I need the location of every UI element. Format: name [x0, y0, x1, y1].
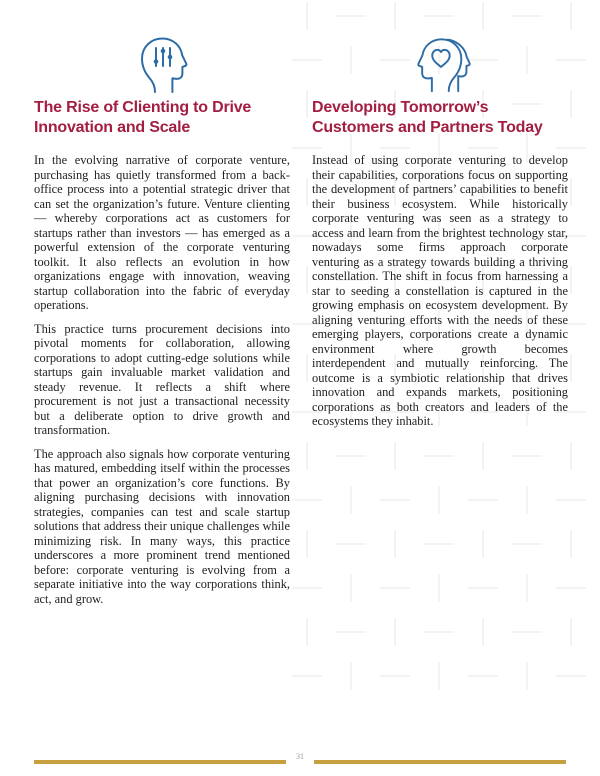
pattern-dash	[570, 266, 572, 294]
pattern-dash	[380, 675, 410, 677]
footer-gold-rule-right	[314, 760, 566, 764]
pattern-dash	[570, 90, 572, 118]
pattern-dash	[570, 178, 572, 206]
pattern-dash	[438, 662, 440, 690]
head-with-equalizer-icon	[131, 35, 193, 95]
pattern-dash	[424, 631, 454, 633]
two-column-layout	[34, 0, 568, 615]
pattern-dash	[556, 675, 586, 677]
pattern-dash	[570, 354, 572, 382]
paragraph: The approach also signals how corporate venturing has matured, embedding itself within the processes that power an organization’s core functions. By aligning purchasing decisions with innovation strategies, companies can test and scale startup solutions that address their unique challenges while minimizing risk. In many ways, this practice underscores a more prominent trend mentioned before: corporate venturing is evolving from a separate initiative into the way corporations think, act, and grow.	[34, 446, 290, 606]
page-number: 31	[296, 752, 304, 761]
pattern-dash	[468, 675, 498, 677]
paragraph: In the evolving narrative of corporate venture, purchasing has quietly transformed from a back-office process into a potential strategic driver that can set the organization’s future. Venture clienting — whereby corporations act as customers for startups rather than investors — has emerged as a powerful extension of the corporate venturing toolkit. It also reflects an evolution in how organizations engage with innovation, weaving startup collaboration into the fabric of everyday operations.	[34, 153, 290, 312]
pattern-dash	[570, 618, 572, 646]
article-body-left	[34, 153, 290, 606]
column-right	[312, 0, 568, 615]
pattern-dash	[292, 675, 322, 677]
pattern-dash	[512, 631, 542, 633]
pattern-dash	[526, 662, 528, 690]
column-left	[34, 0, 290, 615]
pattern-dash	[394, 618, 396, 646]
paragraph: This practice turns procurement decisions into pivotal moments for collaboration, allowing corporations to adopt cutting-edge solutions while startups gain invaluable market validation and steady revenue. It reflects a shift where procurement is not just a transactional necessity but a deliberate option to drive growth and transformation.	[34, 321, 290, 437]
two-heads-with-heart-icon	[409, 35, 471, 95]
article-body-right	[312, 153, 568, 429]
paragraph: Instead of using corporate venturing to develop their capabilities, corporations focus on supporting the development of partners’ capabilities to benefit their business ecosystem. While historically corporate venturing was seen as a strategy to access and learn from the brightest technology star, nowadays some firms approach corporate venturing as a strategy towards building a thriving constellation. The shift in focus from harnessing a star to seeding a constellation is captured in the growing emphasis on ecosystem development. By aligning venturing efforts with the needs of these emerging players, corporations create a dynamic environment where growth becomes interdependent and mutually reinforcing. The outcome is a symbiotic relationship that drives innovation and expands markets, positioning corporations as both creators and leaders of the ecosystems they inhabit.	[312, 153, 568, 428]
footer-gold-rule-left	[34, 760, 286, 764]
pattern-dash	[570, 442, 572, 470]
pattern-dash	[306, 618, 308, 646]
pattern-dash	[350, 662, 352, 690]
pattern-dash	[570, 2, 572, 30]
article-heading-left: The Rise of Clienting to Drive Innovation and Scale	[34, 99, 252, 136]
pattern-dash	[570, 530, 572, 558]
pattern-dash	[482, 618, 484, 646]
pattern-dash	[336, 631, 366, 633]
article-heading-right: Developing Tomorrow’s Customers and Partners Today	[312, 99, 543, 136]
